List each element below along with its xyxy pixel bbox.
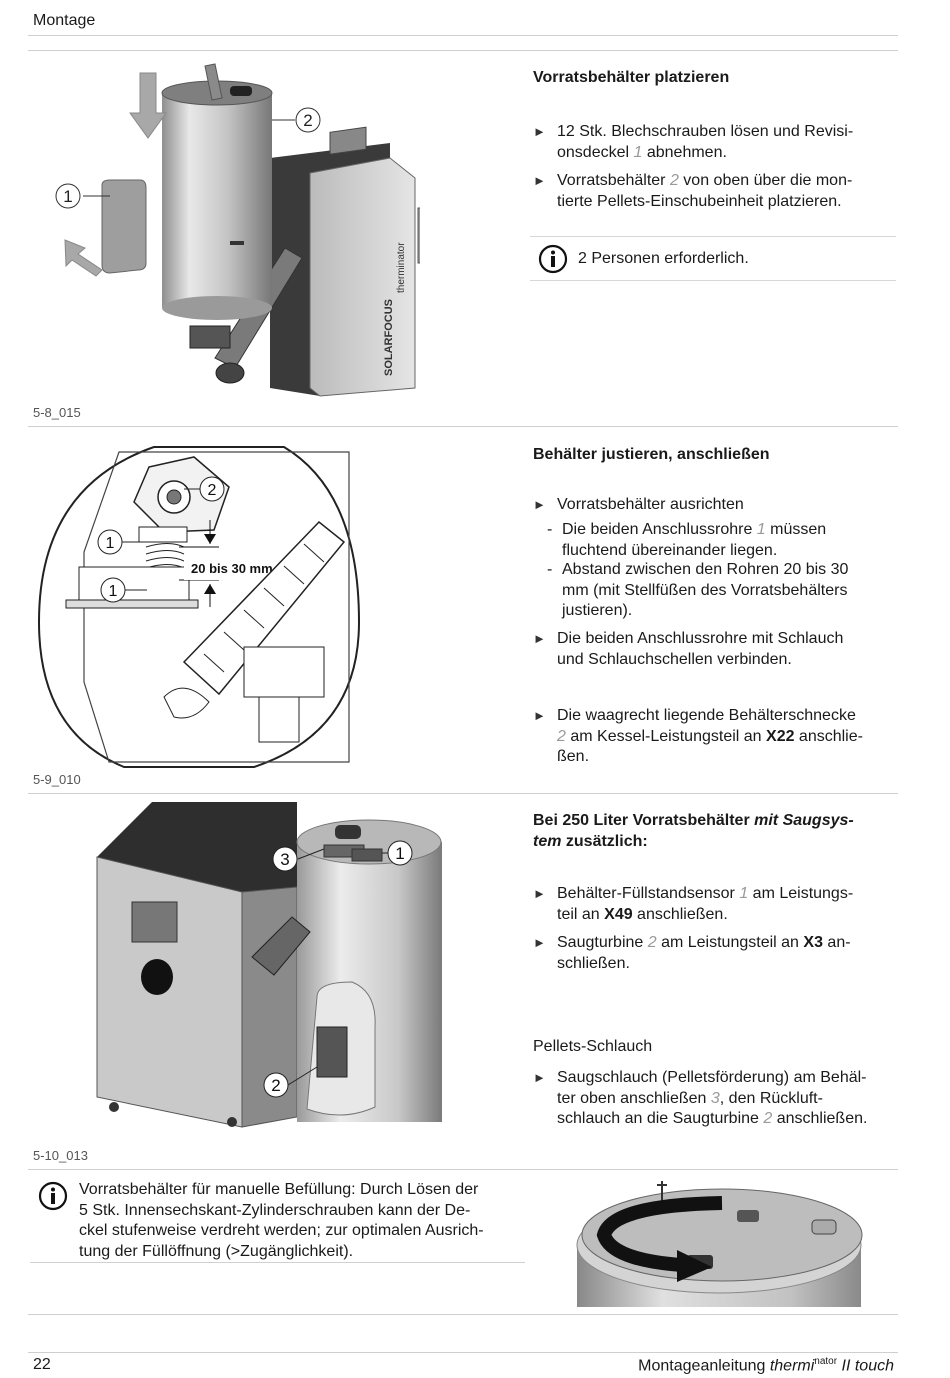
sub-heading: Pellets-Schlauch bbox=[533, 1038, 653, 1055]
list-item-text: anschlie- bbox=[794, 727, 863, 745]
document-title bbox=[638, 1356, 894, 1375]
pipe-opening bbox=[167, 490, 181, 504]
sub-list-item: - Die beiden Anschlussrohre 1 müssen fluchtend übereinander liegen. bbox=[547, 521, 827, 559]
list-item bbox=[533, 933, 895, 974]
list-item-text: Die beiden Anschlussrohre mit Schlauch bbox=[557, 630, 844, 647]
boiler-foot bbox=[227, 1117, 237, 1127]
figure-suction-system-illustration bbox=[92, 797, 452, 1139]
section-title bbox=[533, 810, 895, 852]
title-part: Bei 250 Liter Vorratsbehälter bbox=[533, 812, 755, 829]
note-rule bbox=[30, 1262, 525, 1263]
reference-number: 1 bbox=[633, 143, 643, 161]
reference-number: 3 bbox=[710, 1089, 720, 1107]
section-title: Vorratsbehälter platzieren bbox=[533, 69, 730, 86]
drive-housing bbox=[244, 647, 324, 697]
boiler-foot bbox=[109, 1102, 119, 1112]
list-item bbox=[533, 122, 895, 163]
divider bbox=[28, 1314, 898, 1315]
list-item-text: teil an bbox=[557, 905, 605, 923]
boiler-handle bbox=[418, 208, 420, 263]
title-part: tem bbox=[533, 833, 562, 850]
storage-tank-body bbox=[162, 93, 272, 308]
lid-opening bbox=[230, 86, 252, 96]
figure-tube-alignment-illustration bbox=[34, 432, 364, 774]
doc-title-part: II touch bbox=[837, 1357, 894, 1375]
bullet-arrow-icon: ► bbox=[533, 631, 546, 646]
note-line: 5 Stk. Innensechskant-Zylinderschrauben kann der De- bbox=[79, 1201, 471, 1219]
list-item-text: justieren). bbox=[562, 602, 633, 619]
level-sensor bbox=[352, 849, 382, 861]
motor-bracket bbox=[190, 326, 230, 348]
divider bbox=[28, 426, 898, 427]
note-text bbox=[79, 1180, 524, 1262]
up-left-arrow-icon bbox=[65, 240, 102, 276]
note-line: tung der Füllöffnung (>Zugänglichkeit). bbox=[79, 1242, 354, 1260]
list-item bbox=[533, 171, 895, 212]
dimension-label: 20 bis 30 mm bbox=[191, 561, 273, 576]
reference-number: 2 bbox=[647, 934, 657, 951]
suction-turbine bbox=[317, 1027, 347, 1077]
doc-title-part: thermi bbox=[769, 1357, 815, 1375]
note-rule-top bbox=[530, 236, 896, 237]
section-header: Montage bbox=[33, 12, 96, 29]
figure-label: 5-8_015 bbox=[33, 405, 81, 420]
footer-rule bbox=[28, 1352, 898, 1353]
bullet-arrow-icon: ► bbox=[533, 708, 546, 723]
callout-number: 2 bbox=[207, 482, 217, 499]
list-item-text: anschließen. bbox=[632, 905, 728, 923]
list-item bbox=[533, 706, 895, 768]
rotating-lid bbox=[582, 1189, 862, 1281]
page-number: 22 bbox=[33, 1356, 51, 1373]
connector-label: X49 bbox=[604, 905, 633, 923]
list-item-text: fluchtend übereinander liegen. bbox=[562, 541, 778, 559]
list-item-text: Die waagrecht liegende Behälterschnecke bbox=[557, 707, 856, 724]
lid-handle bbox=[812, 1220, 836, 1234]
divider bbox=[28, 50, 898, 51]
list-item bbox=[533, 884, 895, 925]
list-item-text: Abstand zwischen den Rohren 20 bis 30 bbox=[562, 561, 849, 578]
note-text: 2 Personen erforderlich. bbox=[578, 250, 749, 267]
list-item-text: am Leistungsteil an bbox=[656, 934, 804, 951]
title-part: mit Saugsys- bbox=[754, 812, 854, 829]
bullet-arrow-icon: ► bbox=[533, 1070, 546, 1085]
reference-number: 1 bbox=[756, 521, 766, 538]
list-item-text: schließen. bbox=[557, 954, 630, 972]
list-item-text: mm (mit Stellfüßen des Vorratsbehälters bbox=[562, 581, 848, 599]
brand-logo: SOLARFOCUS bbox=[383, 299, 395, 376]
bullet-arrow-icon: ► bbox=[533, 935, 546, 950]
divider bbox=[28, 1169, 898, 1170]
reference-number: 2 bbox=[557, 727, 566, 745]
callout-number: 2 bbox=[271, 1076, 281, 1095]
bullet-arrow-icon: ► bbox=[533, 886, 546, 901]
list-item-text: müssen bbox=[765, 521, 827, 538]
list-item-text: onsdeckel bbox=[557, 143, 634, 161]
figure-label: 5-10_013 bbox=[33, 1148, 88, 1163]
boiler-back-panel bbox=[97, 857, 242, 1127]
list-item-text: am Kessel-Leistungsteil an bbox=[565, 727, 767, 745]
callout-number: 1 bbox=[395, 844, 405, 863]
motor bbox=[216, 363, 244, 383]
lid-clamp bbox=[737, 1210, 759, 1222]
header-rule bbox=[28, 35, 898, 36]
doc-title-superscript: nator bbox=[814, 1356, 838, 1367]
base-plate bbox=[66, 600, 198, 608]
list-item-text: abnehmen. bbox=[642, 143, 727, 161]
list-item-text: anschließen. bbox=[772, 1110, 868, 1127]
figure-label: 5-9_010 bbox=[33, 772, 81, 787]
motor-housing bbox=[259, 697, 299, 742]
doc-title-part: Montageanleitung bbox=[638, 1357, 770, 1375]
divider bbox=[28, 793, 898, 794]
figure-container-placement-illustration bbox=[40, 58, 420, 403]
list-item-text: Die beiden Anschlussrohre bbox=[562, 521, 757, 538]
bullet-arrow-icon: ► bbox=[533, 497, 546, 512]
callout-number: 1 bbox=[63, 187, 73, 206]
sub-list-item: - Abstand zwischen den Rohren 20 bis 30 mm (mit Stellfüßen des Vorratsbehälters justieren). bbox=[547, 561, 849, 619]
reference-number: 2 bbox=[669, 172, 679, 189]
storage-tank-bottom bbox=[162, 296, 272, 320]
list-item-text: Behälter-Füllstandsensor bbox=[557, 885, 740, 902]
list-item-text: tierte Pellets-Einschubeinheit platzieren. bbox=[557, 192, 842, 210]
connector-label: X3 bbox=[803, 934, 823, 951]
list-item-text: 12 Stk. Blechschrauben lösen und Revisi- bbox=[557, 123, 854, 140]
tank-fitting bbox=[230, 241, 244, 245]
product-logo: therminator bbox=[396, 242, 407, 293]
list-item-text: , den Rückluft- bbox=[719, 1089, 823, 1107]
list-item-text: von oben über die mon- bbox=[678, 172, 853, 189]
info-icon bbox=[38, 1181, 68, 1211]
reference-number: 1 bbox=[739, 885, 749, 902]
note-line: ckel stufenweise verdreht werden; zur optimalen Ausrich- bbox=[79, 1222, 484, 1239]
section-title: Behälter justieren, anschließen bbox=[533, 446, 770, 463]
list-item-text: ßen. bbox=[557, 748, 590, 765]
list-item bbox=[533, 1068, 895, 1130]
flue-pipe bbox=[141, 959, 173, 995]
list-item-text: am Leistungs- bbox=[748, 885, 854, 902]
info-icon bbox=[538, 244, 568, 274]
callout-number: 3 bbox=[280, 850, 290, 869]
upper-flange bbox=[139, 527, 187, 542]
list-item-text: Saugschlauch (Pelletsförderung) am Behäl- bbox=[557, 1069, 867, 1086]
callout-number: 1 bbox=[108, 583, 118, 600]
note-rule-bottom bbox=[530, 280, 896, 281]
list-item-text: Vorratsbehälter bbox=[557, 172, 670, 189]
figure-lid-rotation-illustration bbox=[572, 1175, 868, 1310]
callout-number: 2 bbox=[303, 111, 313, 130]
list-item-text: und Schlauchschellen verbinden. bbox=[557, 650, 792, 668]
title-part: zusätzlich: bbox=[561, 833, 648, 850]
list-item bbox=[533, 495, 895, 516]
boiler-connector-panel bbox=[132, 902, 177, 942]
list-item-text: an- bbox=[822, 934, 851, 951]
lower-bracket bbox=[79, 567, 189, 605]
list-item-text: schlauch an die Saugturbine bbox=[557, 1110, 764, 1127]
lid-opening bbox=[335, 825, 361, 839]
list-item bbox=[533, 629, 895, 670]
list-item-text: Vorratsbehälter ausrichten bbox=[557, 496, 744, 513]
connector-label: X22 bbox=[766, 727, 795, 745]
boiler-display bbox=[330, 127, 366, 154]
bullet-arrow-icon: ► bbox=[533, 173, 546, 188]
list-item-text: ter oben anschließen bbox=[557, 1089, 711, 1107]
reference-number: 2 bbox=[763, 1110, 773, 1127]
callout-number: 1 bbox=[105, 535, 115, 552]
down-arrow-icon bbox=[130, 73, 166, 138]
list-item-text: Saugturbine bbox=[557, 934, 648, 951]
bullet-arrow-icon: ► bbox=[533, 124, 546, 139]
note-line: Vorratsbehälter für manuelle Befüllung: Durch Lösen der bbox=[79, 1181, 479, 1198]
revision-cover bbox=[102, 180, 146, 273]
